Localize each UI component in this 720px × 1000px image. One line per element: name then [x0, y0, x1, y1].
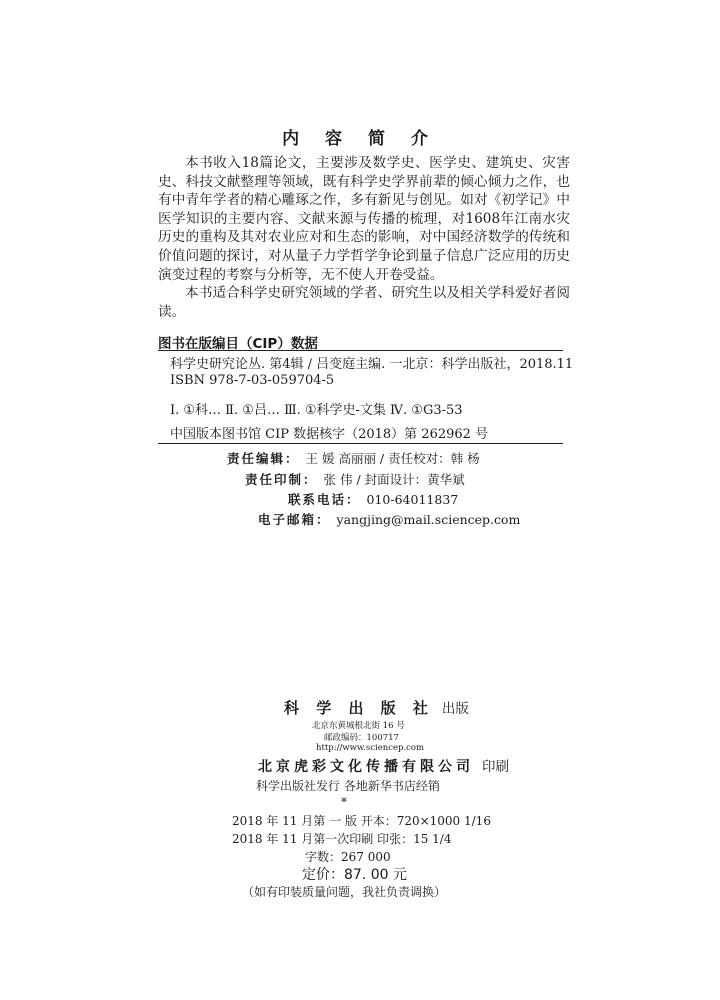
publisher-role: 出版	[441, 701, 469, 717]
editor-label: 责任编辑：	[227, 451, 300, 466]
staff-print-line	[245, 470, 465, 488]
summary-paragraph-2: 本书适合科学史研究领域的学者、研究生以及相关学科爱好者阅读。	[158, 285, 570, 320]
publisher-name: 科 学 出 版 社	[284, 699, 434, 717]
cip-line-isbn: ISBN 978-7-03-059704-5	[170, 373, 335, 388]
printing-line: 2018 年 11 月第一次印刷 印张：15 1/4	[232, 832, 452, 846]
email-label: 电子邮箱：	[258, 512, 331, 527]
publisher-line	[284, 697, 469, 718]
publisher-postcode: 邮政编码：100717	[324, 733, 399, 743]
print-value: 张 伟 / 封面设计：黄华斌	[323, 472, 465, 487]
distribution-line: 科学出版社发行 各地新华书店经销	[256, 779, 440, 793]
staff-editor-line	[227, 449, 480, 467]
cip-line-classification: Ⅰ. ①科… Ⅱ. ①吕… Ⅲ. ①科学史-文集 Ⅳ. ①G3-53	[170, 403, 463, 418]
editor-value: 王 媛 高丽丽 / 责任校对：韩 杨	[305, 451, 480, 466]
printer-name: 北京虎彩文化传播有限公司	[258, 759, 474, 775]
word-count-line: 字数：267 000	[305, 850, 391, 864]
edition-line: 2018 年 11 月第 一 版 开本：720×1000 1/16	[232, 814, 491, 828]
publisher-address: 北京东黄城根北街 16 号	[312, 721, 405, 731]
price-line: 定价：87. 00 元	[302, 867, 407, 883]
email-value: yangjing@mail.sciencep.com	[336, 512, 521, 527]
staff-phone-line	[288, 490, 458, 508]
cip-heading: 图书在版编目（CIP）数据	[158, 336, 318, 352]
summary-paragraph-1: 本书收入18篇论文，主要涉及数学史、医学史、建筑史、灾害史、科技文献整理等领域，既有科学史学界前辈的倾心倾力之作，也有中青年学者的精心雕琢之作，多有新见与创见。如对《初学记》中医学知识的主要内容、文献来源与传播的梳理，对1608年江南水灾历史的重构及其对农业应对和生态的影响，对中国经济数学的传统和价值问题的探讨，对从量子力学哲学争论到量子信息广泛应用的历史演变过程的考察与分析等，无不使人开卷受益。	[158, 155, 570, 283]
staff-email-line	[258, 510, 520, 528]
phone-value: 010-64011837	[366, 492, 459, 507]
summary-body	[158, 154, 570, 321]
printer-role: 印刷	[482, 759, 509, 775]
printer-line	[258, 755, 509, 776]
publisher-website: http://www.sciencep.com	[316, 743, 425, 753]
print-label: 责任印制：	[245, 472, 318, 487]
separator-star: *	[341, 795, 347, 809]
cip-line-verification: 中国版本图书馆 CIP 数据核字（2018）第 262962 号	[170, 427, 489, 442]
quality-note: （如有印装质量问题，我社负责调换）	[242, 885, 447, 899]
phone-label: 联系电话：	[288, 492, 361, 507]
page-title: 内 容 简 介	[282, 129, 438, 149]
cip-line-title: 科学史研究论丛. 第4辑 / 吕变庭主编. 一北京：科学出版社，2018.11	[170, 357, 574, 372]
cip-bottom-rule	[158, 443, 563, 444]
cip-top-rule	[158, 350, 563, 351]
